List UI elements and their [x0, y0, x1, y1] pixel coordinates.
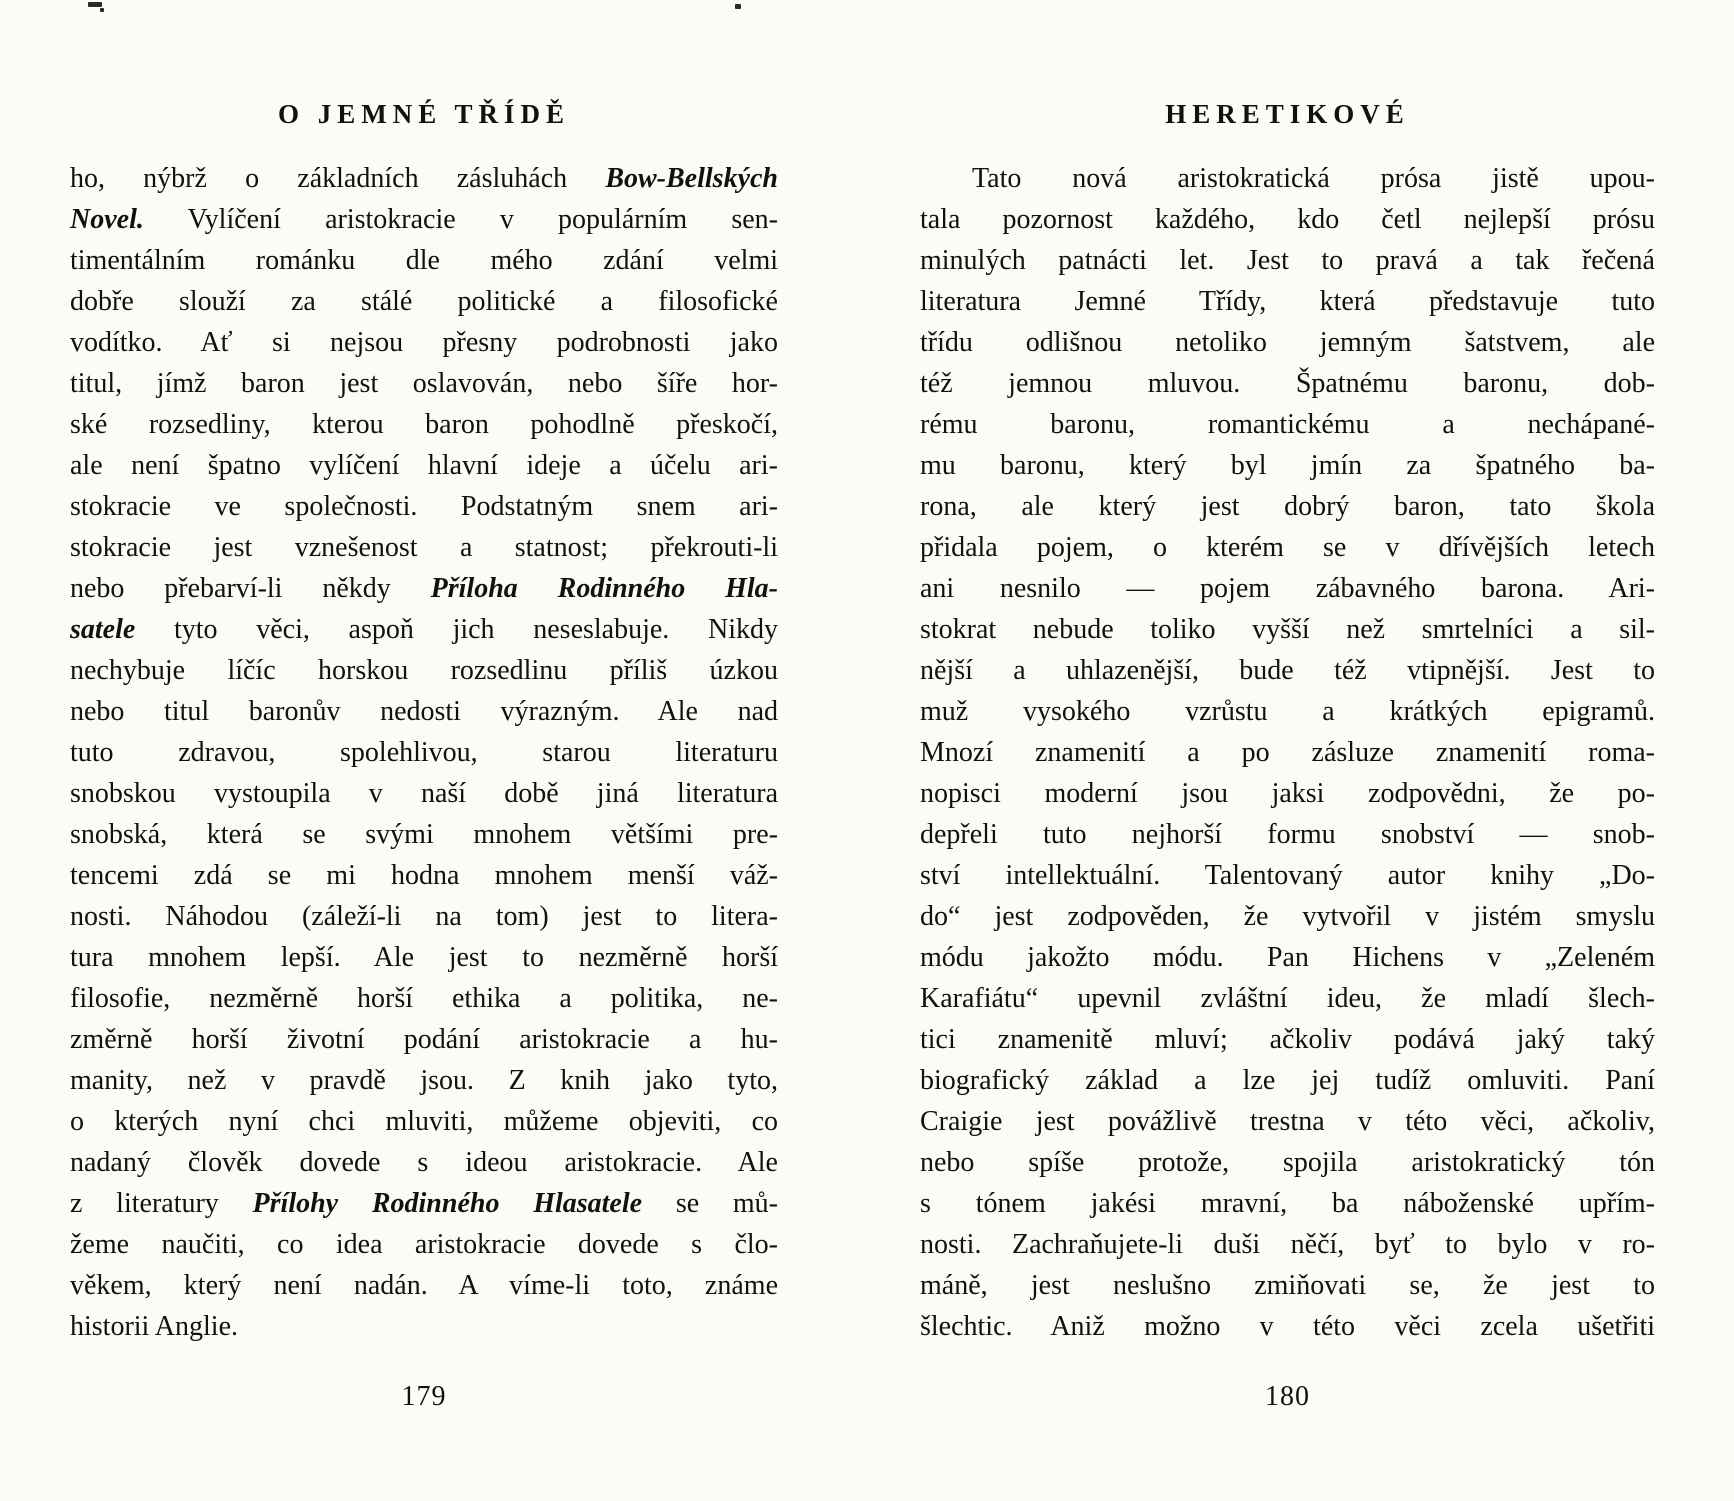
- text-line: timentálním románku dle mého zdání velmi: [70, 245, 778, 276]
- text-line: rému baronu, romantickému a nechápané-: [920, 409, 1655, 440]
- left-page-body: [70, 158, 778, 1347]
- text-line: ství intellektuální. Talentovaný autor knihy „Do-: [920, 860, 1655, 891]
- text-line: nější a uhlazenější, bude též vtipnější. Jest to: [920, 655, 1655, 686]
- text-line: z literatury Přílohy Rodinného Hlasatele se mů-: [70, 1188, 778, 1219]
- text-line: šlechtic. Aniž možno v této věci zcela ušetřiti: [920, 1311, 1655, 1342]
- text-line: stokracie ve společnosti. Podstatným snem ari-: [70, 491, 778, 522]
- text-line: literatura Jemné Třídy, která představuje tuto: [920, 286, 1655, 317]
- text-line: módu jakožto módu. Pan Hichens v „Zeleném: [920, 942, 1655, 973]
- text-line: nebo titul baronův nedosti výrazným. Ale nad: [70, 696, 778, 727]
- text-line: ho, nýbrž o základních zásluhách Bow-Bellských: [70, 163, 778, 194]
- text-line: nebo spíše protože, spojila aristokratický tón: [920, 1147, 1655, 1178]
- text-line: věkem, který není nadán. A víme-li toto, známe: [70, 1270, 778, 1301]
- text-line: Karafiátu“ upevnil zvláštní ideu, že mladí šlech-: [920, 983, 1655, 1014]
- text-line: rona, ale který jest dobrý baron, tato škola: [920, 491, 1655, 522]
- text-line: máně, jest neslušno zmiňovati se, že jest to: [920, 1270, 1655, 1301]
- scan-speck: [735, 4, 741, 9]
- text-line: nechybuje líčíc horskou rozsedlinu příliš úzkou: [70, 655, 778, 686]
- text-line: filosofie, nezměrně horší ethika a politika, ne-: [70, 983, 778, 1014]
- text-line: třídu odlišnou netoliko jemným šatstvem, ale: [920, 327, 1655, 358]
- text-line: změrně horší životní podání aristokracie a hu-: [70, 1024, 778, 1055]
- text-line: nosti. Zachraňujete-li duši něčí, byť to bylo v ro-: [920, 1229, 1655, 1260]
- text-line: satele tyto věci, aspoň jich neseslabuje. Nikdy: [70, 614, 778, 645]
- right-page-number: 180: [1265, 1381, 1310, 1412]
- text-line: o kterých nyní chci mluviti, můžeme objeviti, co: [70, 1106, 778, 1137]
- text-line: biografický základ a lze jej tudíž omluviti. Paní: [920, 1065, 1655, 1096]
- text-line: Craigie jest povážlivě trestna v této věci, ačkoliv,: [920, 1106, 1655, 1137]
- text-line: snobskou vystoupila v naší době jiná literatura: [70, 778, 778, 809]
- text-line: mu baronu, který byl jmín za špatného ba-: [920, 450, 1655, 481]
- text-line: přidala pojem, o kterém se v dřívějších letech: [920, 532, 1655, 563]
- text-line: tici znamenitě mluví; ačkoliv podává jaký taký: [920, 1024, 1655, 1055]
- text-line: ské rozsedliny, kterou baron pohodlně přeskočí,: [70, 409, 778, 440]
- text-line: stokrat nebude toliko vyšší než smrtelníci a sil-: [920, 614, 1655, 645]
- text-line: nebo přebarví-li někdy Příloha Rodinného Hla-: [70, 573, 778, 604]
- left-page-number: 179: [401, 1381, 447, 1412]
- text-line: titul, jímž baron jest oslavován, nebo šíře hor-: [70, 368, 778, 399]
- text-line: nopisci moderní jsou jaksi zodpovědni, že po-: [920, 778, 1655, 809]
- text-line: vodítko. Ať si nejsou přesny podrobnosti jako: [70, 327, 778, 358]
- text-line: muž vysokého vzrůstu a krátkých epigramů.: [920, 696, 1655, 727]
- text-line: tencemi zdá se mi hodna mnohem menší váž-: [70, 860, 778, 891]
- text-line: ani nesnilo — pojem zábavného barona. Ari-: [920, 573, 1655, 604]
- text-line: depřeli tuto nejhorší formu snobství — snob-: [920, 819, 1655, 850]
- right-page-title: HERETIKOVÉ: [1165, 99, 1410, 129]
- text-line: minulých patnácti let. Jest to pravá a tak řečená: [920, 245, 1655, 276]
- text-line: tura mnohem lepší. Ale jest to nezměrně horší: [70, 942, 778, 973]
- left-page-title: O JEMNÉ TŘÍDĚ: [277, 99, 571, 129]
- text-line: též jemnou mluvou. Špatnému baronu, dob-: [920, 368, 1655, 399]
- text-line: historii Anglie.: [70, 1311, 238, 1342]
- text-line: manity, než v pravdě jsou. Z knih jako tyto,: [70, 1065, 778, 1096]
- right-page-body: [920, 158, 1655, 1347]
- text-line: do“ jest zodpověden, že vytvořil v jistém smyslu: [920, 901, 1655, 932]
- scan-speck: [88, 2, 102, 7]
- text-line: tala pozornost každého, kdo četl nejlepší prósu: [920, 204, 1655, 235]
- text-line: nosti. Náhodou (záleží-li na tom) jest to litera-: [70, 901, 778, 932]
- text-line: Mnozí znamenití a po zásluze znamenití roma-: [920, 737, 1655, 768]
- text-line: Tato nová aristokratická prósa jistě upou-: [972, 163, 1655, 194]
- scan-speck: [100, 8, 104, 12]
- text-line: žeme naučiti, co idea aristokracie dovede s člo-: [70, 1229, 778, 1260]
- text-line: ale není špatno vylíčení hlavní ideje a účelu ari-: [70, 450, 778, 481]
- text-line: stokracie jest vznešenost a statnost; překrouti-li: [70, 532, 778, 563]
- text-line: tuto zdravou, spolehlivou, starou literaturu: [70, 737, 778, 768]
- text-line: nadaný člověk dovede s ideou aristokracie. Ale: [70, 1147, 778, 1178]
- text-line: dobře slouží za stálé politické a filosofické: [70, 286, 778, 317]
- text-line: Novel. Vylíčení aristokracie v populárním sen-: [70, 204, 778, 235]
- text-line: snobská, která se svými mnohem většími pre-: [70, 819, 778, 850]
- text-line: s tónem jakési mravní, ba náboženské upřím-: [920, 1188, 1655, 1219]
